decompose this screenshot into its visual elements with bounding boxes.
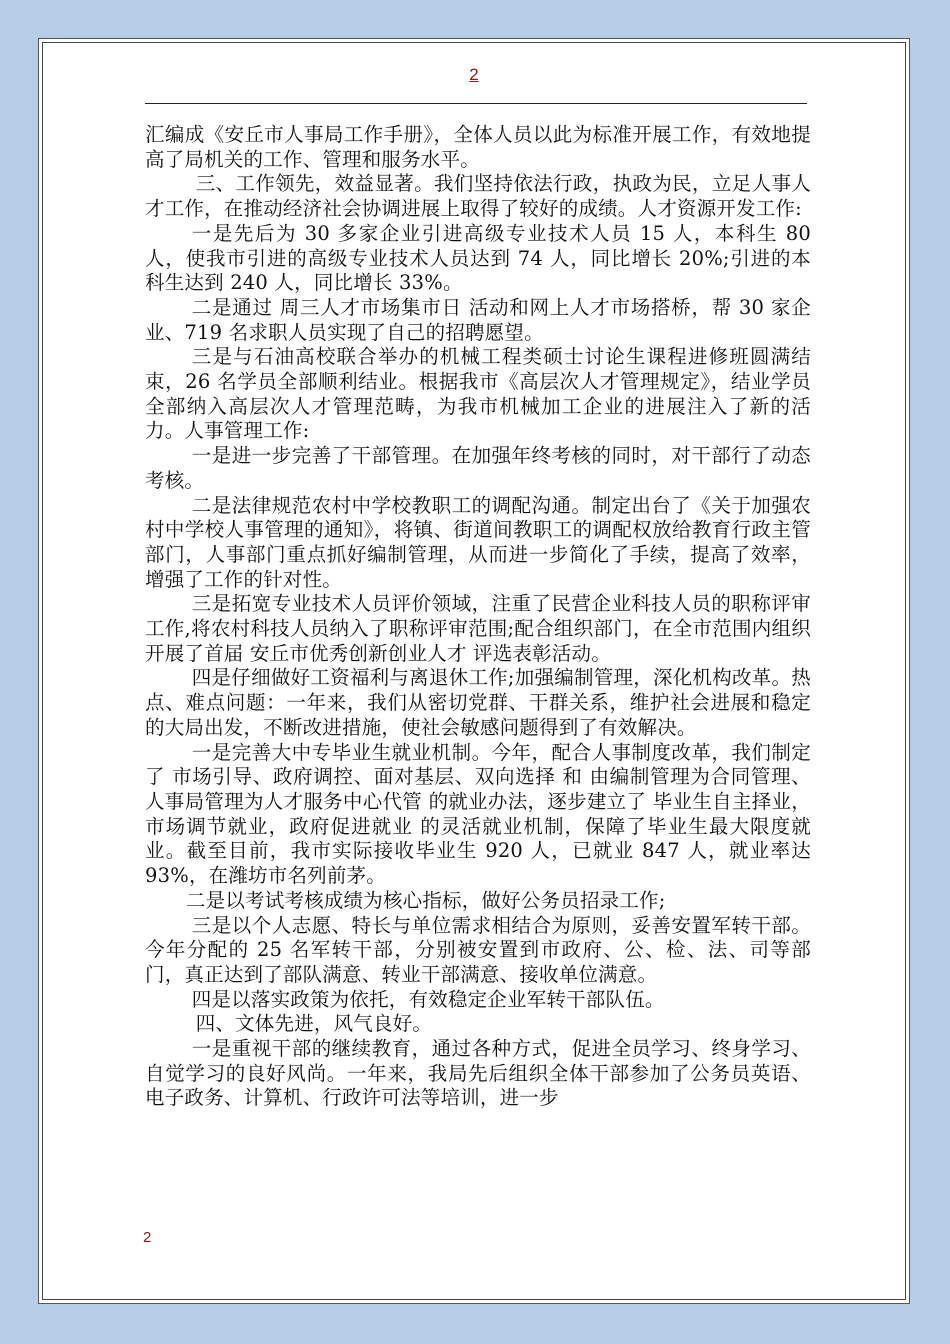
paragraph: 四是仔细做好工资福利与离退休工作;加强编制管理，深化机构改革。热点、难点问题：一年来，我们从密切党群、干群关系，维护社会进展和稳定的大局出发，不断改进措施，使社会敏感问题得到了有效解决。 xyxy=(145,666,811,739)
paragraph: 二是法律规范农村中学校教职工的调配沟通。制定出台了《关于加强农村中学校人事管理的通知》，将镇、街道间教职工的调配权放给教育行政主管部门，人事部门重点抓好编制管理，从而进一步简化了手续，提高了效率，增强了工作的针对性。 xyxy=(145,493,811,591)
header-page-number: 2 xyxy=(469,65,479,84)
paragraph: 二是通过 周三人才市场集市日 活动和网上人才市场搭桥，帮 30 家企业、719 名求职人员实现了自己的招聘愿望。 xyxy=(145,295,811,344)
paragraph: 一是重视干部的继续教育，通过各种方式，促进全员学习、终身学习、自觉学习的良好风尚。一年来，我局先后组织全体干部参加了公务员英语、电子政务、计算机、行政许可法等培训，进一步 xyxy=(145,1037,811,1110)
paragraph: 一是先后为 30 多家企业引进高级专业技术人员 15 人，本科生 80 人，使我市引进的高级专业技术人员达到 74 人，同比增长 20%;引进的本科生达到 240 人，同比增长 33%。 xyxy=(145,221,811,295)
paragraph: 三是以个人志愿、特长与单位需求相结合为原则，妥善安置军转干部。今年分配的 25 名军转干部，分别被安置到市政府、公、检、法、司等部门，真正达到了部队满意、转业干部满意、接收单位满意。 xyxy=(145,913,811,986)
paragraph: 四是以落实政策为依托，有效稳定企业军转干部队伍。 xyxy=(191,987,665,1011)
paragraph: 二是以考试考核成绩为核心指标，做好公务员招录工作; xyxy=(185,888,666,912)
paragraph: 一是完善大中专毕业生就业机制。今年，配合人事制度改革，我们制定了 市场引导、政府调控、面对基层、双向选择 和 由编制管理为合同管理、人事局管理为人才服务中心代管 的就业办法，逐步建立了 毕业生自主择业，市场调节就业，政府促进就业 的灵活就业机制，保障了毕业生最大限度就业。截至目前，我市实际接收毕业生 920 人，已就业 847 人，就业率达 93%，在潍坊市名列前茅。 xyxy=(145,740,811,888)
paragraph: 三是与石油高校联合举办的机械工程类硕士讨论生课程进修班圆满结束，26 名学员全部顺利结业。根据我市《高层次人才管理规定》，结业学员全部纳入高层次人才管理范畴，为我市机械加工企业的进展注入了新的活力。人事管理工作: xyxy=(145,345,811,443)
paragraph: 三是拓宽专业技术人员评价领域，注重了民营企业科技人员的职称评审工作,将农村科技人员纳入了职称评审范围;配合组织部门，在全市范围内组织开展了首届 安丘市优秀创新创业人才 评选表彰活动。 xyxy=(145,592,811,665)
paragraph: 一是进一步完善了干部管理。在加强年终考核的同时，对干部行了动态考核。 xyxy=(145,444,811,492)
header-rule xyxy=(145,103,807,104)
document-body xyxy=(145,123,811,1111)
paragraph: 汇编成《安丘市人事局工作手册》，全体人员以此为标准开展工作，有效地提高了局机关的工作、管理和服务水平。 xyxy=(145,123,811,171)
paragraph: 三、工作领先，效益显著。我们坚持依法行政，执政为民，立足人事人才工作，在推动经济社会协调进展上取得了较好的成绩。人才资源开发工作: xyxy=(145,172,811,221)
footer-page-number: 2 xyxy=(143,1229,152,1246)
paragraph: 四、文体先进，风气良好。 xyxy=(195,1012,433,1036)
document-page xyxy=(38,38,910,1304)
